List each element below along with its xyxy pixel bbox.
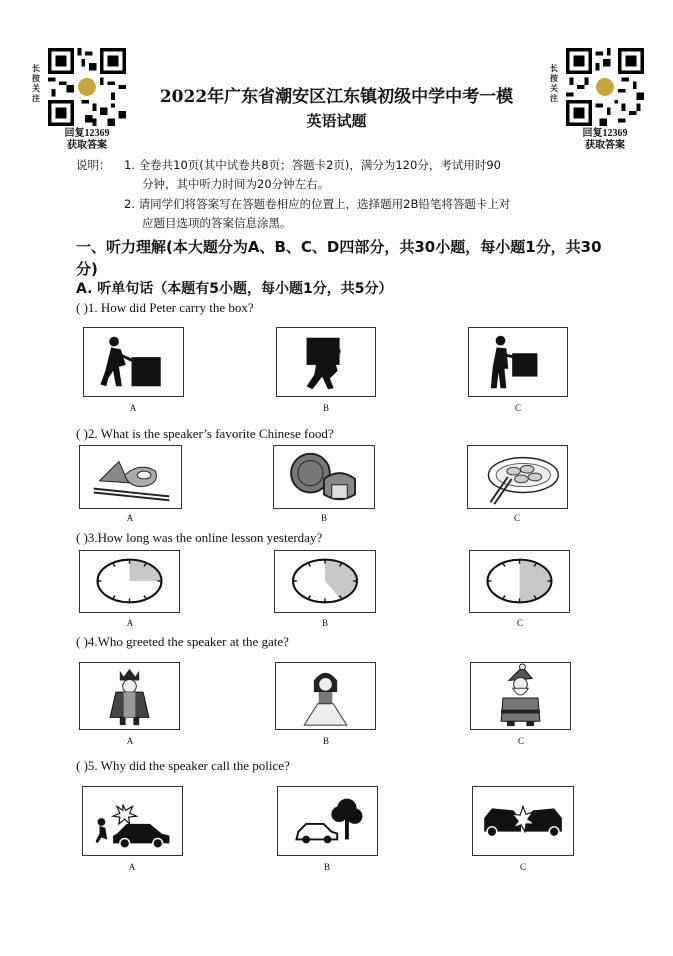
character-icon <box>80 663 179 729</box>
q3-option-b-label: B <box>321 618 328 628</box>
q5-option-a-image[interactable] <box>82 786 183 856</box>
q4-option-c-label: C <box>517 736 524 746</box>
q2-option-a-label: A <box>126 513 134 523</box>
q5-option-c-image[interactable] <box>472 786 574 856</box>
note-line-1b: 分钟，其中听力时间为20分钟左右。 <box>142 177 330 191</box>
q1-option-c-label: C <box>514 403 521 413</box>
part-a-heading: A. 听单句话（本题有5小题，每小题1分，共5分） <box>76 281 393 297</box>
q1-option-b-label: B <box>322 403 329 413</box>
police-scene-icon <box>473 787 573 855</box>
q4-option-a-image[interactable] <box>79 662 180 730</box>
right-qr-caption-line2: 获取答案 <box>585 140 625 151</box>
character-icon <box>276 663 375 729</box>
note-line-1: 1. 全卷共10页(其中试卷共8页；答题卡2页)，满分为120分，考试用时90 <box>124 158 501 172</box>
right-qr-caption <box>560 128 650 152</box>
q3-option-c-image[interactable] <box>469 550 570 613</box>
q2-option-a-image[interactable] <box>79 445 182 509</box>
q4-option-a-label: A <box>126 736 134 746</box>
clock-icon <box>80 551 179 612</box>
q5-option-b-image[interactable] <box>277 786 378 856</box>
q4-option-c-image[interactable] <box>470 662 571 730</box>
notes-label: 说明： <box>76 158 111 172</box>
q2-option-b-image[interactable] <box>273 445 375 509</box>
q3-option-b-image[interactable] <box>274 550 376 613</box>
q2-option-b-label: B <box>320 513 327 523</box>
person-box-icon <box>469 328 567 396</box>
left-qr-caption-line1: 回复12369 <box>64 128 110 139</box>
note-line-2: 2. 请同学们将答案写在答题卷相应的位置上，选择题用2B铅笔将答题卡上对 <box>124 197 511 211</box>
q3-option-a-image[interactable] <box>79 550 180 613</box>
food-icon <box>274 446 374 508</box>
page-subtitle: 英语试题 <box>306 112 367 130</box>
person-box-icon <box>277 328 375 396</box>
food-icon <box>468 446 567 508</box>
q5-option-b-label: B <box>323 862 330 872</box>
question-5: ( )5. Why did the speaker call the police? <box>76 758 290 773</box>
q3-option-a-label: A <box>126 618 134 628</box>
question-1: ( )1. How did Peter carry the box? <box>76 300 254 315</box>
q2-option-c-image[interactable] <box>467 445 568 509</box>
q1-option-b-image[interactable] <box>276 327 376 397</box>
q1-option-c-image[interactable] <box>468 327 568 397</box>
question-2: ( )2. What is the speaker’s favorite Chinese food? <box>76 426 334 441</box>
q4-option-b-image[interactable] <box>275 662 376 730</box>
q5-option-c-label: C <box>519 862 526 872</box>
question-4: ( )4.Who greeted the speaker at the gate? <box>76 634 289 649</box>
q1-option-a-image[interactable] <box>83 327 184 397</box>
section-listening-heading: 一、听力理解(本大题分为A、B、C、D四部分，共30小题，每小题1分，共30分) <box>76 238 602 278</box>
question-3: ( )3.How long was the online lesson yesterday? <box>76 530 323 545</box>
clock-icon <box>470 551 569 612</box>
right-qr-caption-line1: 回复12369 <box>582 128 628 139</box>
right-side-label: 长按关注 <box>550 64 558 103</box>
person-box-icon <box>84 328 183 396</box>
q2-option-c-label: C <box>513 513 520 523</box>
police-scene-icon <box>83 787 182 855</box>
left-qr-caption-line2: 获取答案 <box>67 140 107 151</box>
left-side-label: 长按关注 <box>32 64 40 103</box>
note-line-2b: 应题目选项的答案信息涂黑。 <box>142 216 292 230</box>
page-title: 2022年广东省潮安区江东镇初级中学中考一模 <box>159 87 514 107</box>
food-icon <box>80 446 181 508</box>
clock-icon <box>275 551 375 612</box>
police-scene-icon <box>278 787 377 855</box>
q5-option-a-label: A <box>128 862 136 872</box>
left-qr-caption <box>42 128 132 152</box>
character-icon <box>471 663 570 729</box>
q3-option-c-label: C <box>516 618 523 628</box>
q1-option-a-label: A <box>129 403 137 413</box>
q4-option-b-label: B <box>322 736 329 746</box>
